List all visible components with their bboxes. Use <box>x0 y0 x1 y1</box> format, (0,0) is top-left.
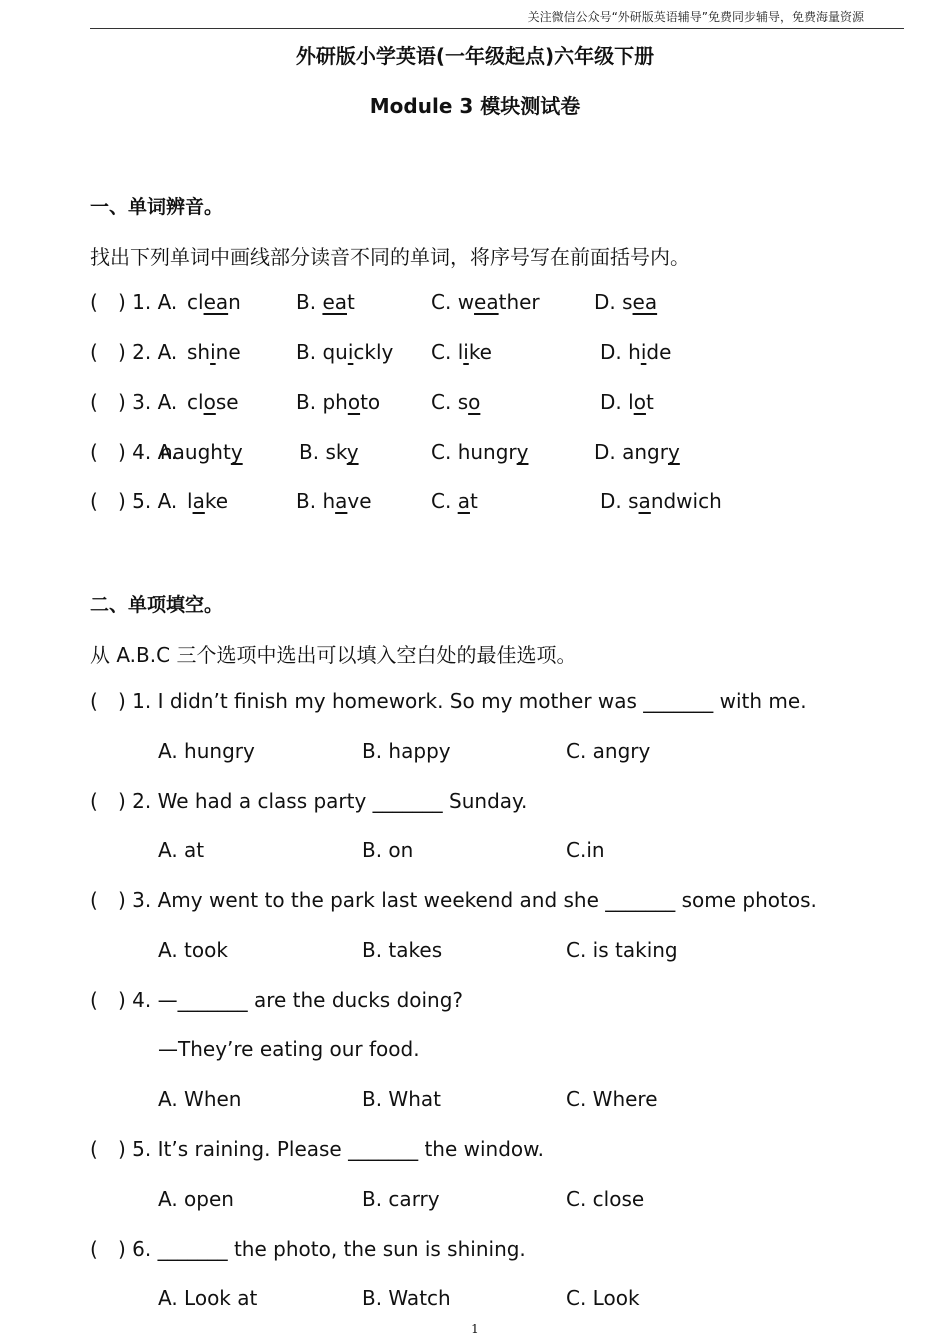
q5-option-b: B. carry <box>362 1187 440 1211</box>
underlined-letters: o <box>468 390 481 414</box>
underlined-letters: i <box>463 340 469 364</box>
word-part: ne <box>215 340 241 364</box>
option-label: D. <box>594 440 616 464</box>
word-part: cl <box>187 290 204 314</box>
q5-option-a: A. open <box>158 1187 234 1211</box>
underlined-letters: y <box>667 440 680 464</box>
q3-option-b: B. takes <box>362 938 443 962</box>
question-number: ) 4. A. <box>118 440 178 464</box>
word-part: l <box>457 340 464 364</box>
underlined-letters: a <box>335 489 348 513</box>
word-part: ve <box>347 489 372 513</box>
word-part: n <box>228 290 241 314</box>
word-option <box>187 390 239 414</box>
q4-option-c: C. Where <box>566 1087 658 1111</box>
word-option <box>431 340 492 364</box>
answer-paren: ( <box>90 789 98 813</box>
option-label: B. <box>296 489 317 513</box>
underlined-letters: y <box>516 440 529 464</box>
question-number: ) 2. A. <box>118 340 178 364</box>
word-option <box>431 489 478 513</box>
word-option <box>600 489 722 513</box>
underlined-letters: y <box>230 440 243 464</box>
header-note: 关注微信公众号“外研版英语辅导”免费同步辅导，免费海量资源 <box>527 10 864 24</box>
word-option <box>431 290 540 314</box>
word-part: ckly <box>353 340 394 364</box>
section1-heading: 一、单词辨音。 <box>90 196 224 218</box>
word-part: t <box>469 489 478 513</box>
answer-paren: ( <box>90 440 98 464</box>
section2-instruction: 从 A.B.C 三个选项中选出可以填入空白处的最佳选项。 <box>90 643 577 667</box>
word-part: sk <box>325 440 347 464</box>
word-part: naught <box>160 440 231 464</box>
underlined-letters: ea <box>632 290 658 314</box>
word-part: h <box>322 489 336 513</box>
word-option <box>299 440 359 464</box>
q1-option-b: B. happy <box>362 739 451 763</box>
q4-reply: —They’re eating our food. <box>158 1037 420 1061</box>
q1-option-a: A. hungry <box>158 739 255 763</box>
option-label: B. <box>296 390 317 414</box>
answer-paren: ( <box>90 1137 98 1161</box>
underlined-letters: i <box>210 340 216 364</box>
word-part: ke <box>204 489 229 513</box>
word-part: ther <box>498 290 540 314</box>
underlined-letters: i <box>640 340 647 364</box>
word-option <box>160 440 243 464</box>
underlined-letters: ea <box>322 290 347 314</box>
word-part: ndwich <box>650 489 722 513</box>
word-option <box>187 290 241 314</box>
doc-subtitle: Module 3 模块测试卷 <box>369 94 581 118</box>
section2-heading: 二、单项填空。 <box>90 594 224 616</box>
answer-paren: ( <box>90 988 98 1012</box>
q6-option-b: B. Watch <box>362 1286 451 1310</box>
word-part: ke <box>468 340 492 364</box>
question-number: ) 1. A. <box>118 290 178 314</box>
option-label: B. <box>299 440 320 464</box>
word-option <box>296 340 393 364</box>
word-part: t <box>347 290 355 314</box>
word-part: l <box>187 489 193 513</box>
underlined-letters: o <box>203 390 216 414</box>
q4-option-a: A. When <box>158 1087 242 1111</box>
question-number: ) 5. A. <box>118 489 178 513</box>
q6-option-a: A. Look at <box>158 1286 258 1310</box>
option-label: D. <box>600 340 622 364</box>
q4-option-b: B. What <box>362 1087 441 1111</box>
section1-instruction: 找出下列单词中画线部分读音不同的单词，将序号写在前面括号内。 <box>90 245 690 269</box>
q1-stem: ) 1. I didn’t finish my homework. So my mother was _______ with me. <box>118 689 807 713</box>
underlined-letters: y <box>346 440 359 464</box>
q2-option-b: B. on <box>362 838 414 862</box>
q1-option-c: C. angry <box>566 739 651 763</box>
underlined-letters: o <box>633 390 646 414</box>
word-part: ph <box>322 390 348 414</box>
word-part: s <box>622 290 633 314</box>
word-option <box>296 489 372 513</box>
option-label: B. <box>296 290 317 314</box>
underlined-letters: ea <box>474 290 499 314</box>
word-part: sh <box>187 340 211 364</box>
underlined-letters: ea <box>203 290 229 314</box>
word-option <box>296 290 355 314</box>
option-label: B. <box>296 340 317 364</box>
word-option <box>296 390 380 414</box>
q5-stem: ) 5. It’s raining. Please _______ the window. <box>118 1137 545 1161</box>
option-label: C. <box>431 340 452 364</box>
underlined-letters: a <box>457 489 470 513</box>
word-part: qu <box>322 340 348 364</box>
word-part: to <box>360 390 381 414</box>
word-part: h <box>628 340 641 364</box>
word-option <box>431 390 480 414</box>
answer-paren: ( <box>90 689 98 713</box>
option-label: C. <box>431 440 452 464</box>
option-label: D. <box>594 290 616 314</box>
option-label: C. <box>431 390 452 414</box>
answer-paren: ( <box>90 290 98 314</box>
word-option <box>594 290 657 314</box>
word-part: hungr <box>457 440 517 464</box>
q3-option-a: A. took <box>158 938 228 962</box>
q2-option-c: C.in <box>566 838 605 862</box>
q2-option-a: A. at <box>158 838 205 862</box>
option-label: D. <box>600 489 622 513</box>
answer-paren: ( <box>90 1237 98 1261</box>
q2-stem: ) 2. We had a class party _______ Sunday. <box>118 789 528 813</box>
word-part: w <box>457 290 475 314</box>
question-number: ) 3. A. <box>118 390 178 414</box>
q3-option-c: C. is taking <box>566 938 678 962</box>
option-label: D. <box>600 390 622 414</box>
answer-paren: ( <box>90 390 98 414</box>
word-part: t <box>645 390 654 414</box>
word-option <box>600 390 654 414</box>
word-option <box>431 440 528 464</box>
header-divider <box>90 28 904 29</box>
word-option <box>594 440 680 464</box>
underlined-letters: o <box>347 390 361 414</box>
underlined-letters: a <box>192 489 205 513</box>
q3-stem: ) 3. Amy went to the park last weekend and she _______ some photos. <box>118 888 817 912</box>
q6-stem: ) 6. _______ the photo, the sun is shining. <box>118 1237 526 1261</box>
q6-option-c: C. Look <box>566 1286 640 1310</box>
doc-title: 外研版小学英语(一年级起点)六年级下册 <box>295 44 655 68</box>
q5-option-c: C. close <box>566 1187 645 1211</box>
word-part: de <box>646 340 672 364</box>
q4-stem: ) 4. —_______ are the ducks doing? <box>118 988 464 1012</box>
word-part: l <box>628 390 634 414</box>
answer-paren: ( <box>90 888 98 912</box>
word-option <box>187 489 228 513</box>
word-part: s <box>628 489 639 513</box>
word-option <box>600 340 671 364</box>
answer-paren: ( <box>90 340 98 364</box>
word-option <box>187 340 241 364</box>
underlined-letters: i <box>347 340 354 364</box>
page-number: 1 <box>471 1322 479 1336</box>
word-part: se <box>215 390 239 414</box>
underlined-letters: a <box>638 489 651 513</box>
word-part: angr <box>622 440 668 464</box>
answer-paren: ( <box>90 489 98 513</box>
word-part: s <box>457 390 469 414</box>
word-part: cl <box>187 390 204 414</box>
option-label: C. <box>431 489 452 513</box>
option-label: C. <box>431 290 452 314</box>
